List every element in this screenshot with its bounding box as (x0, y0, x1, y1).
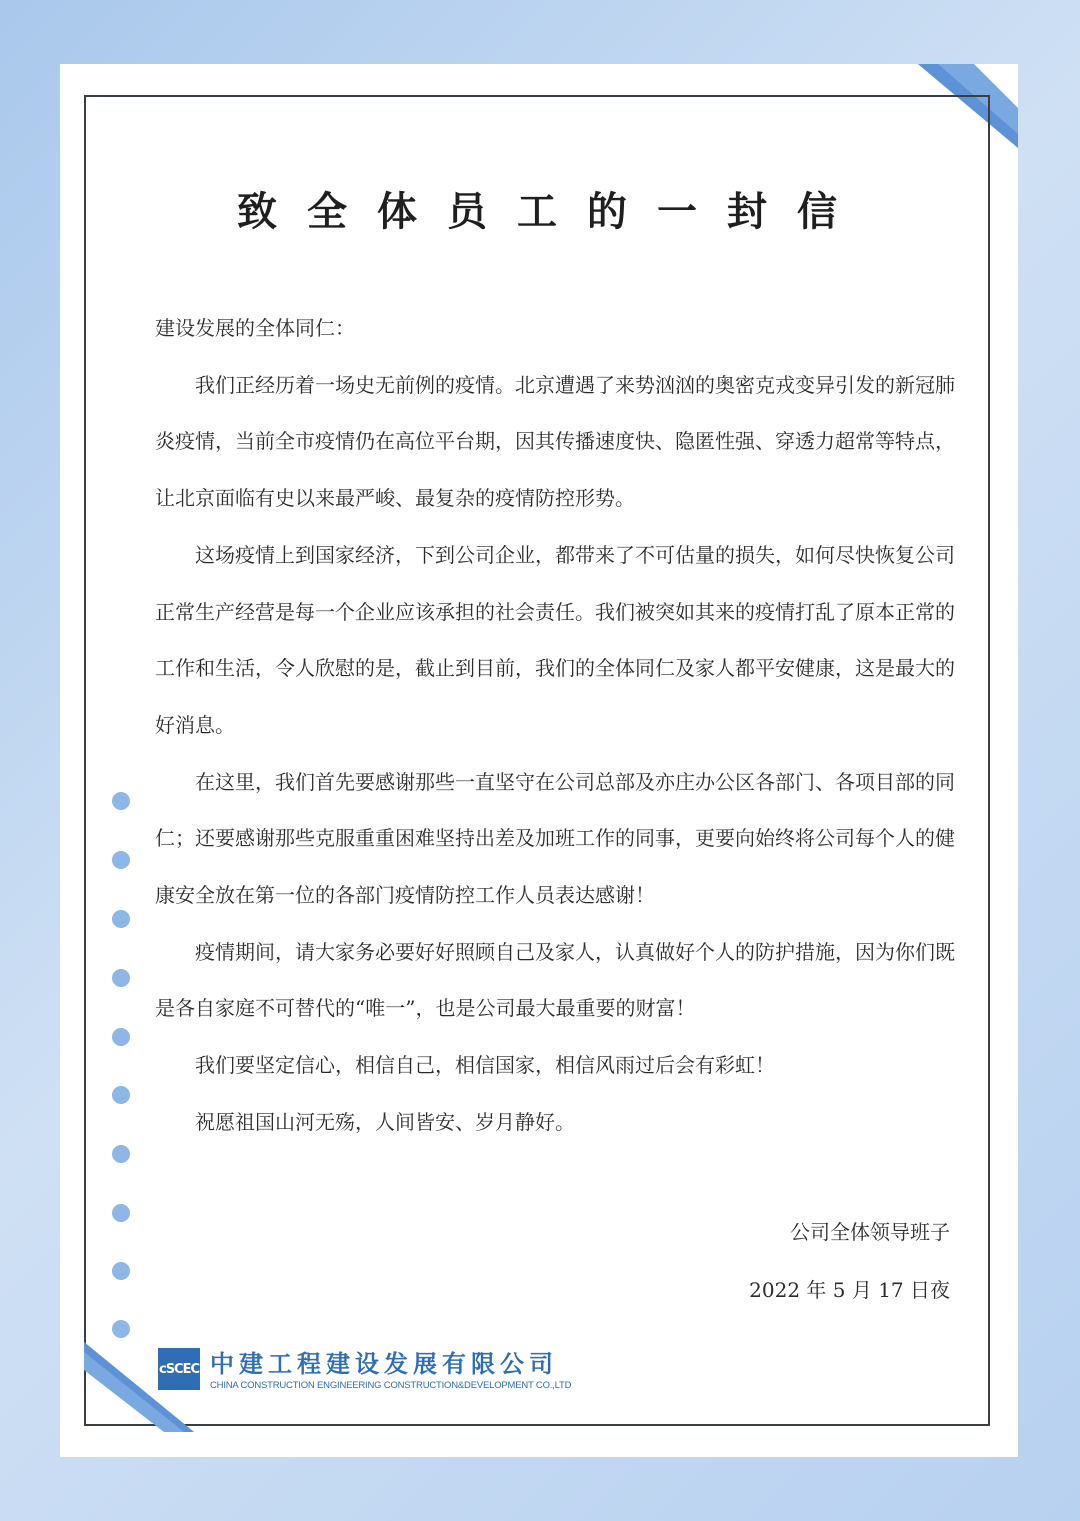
binder-dot (112, 1262, 130, 1280)
letter-paragraph: 在这里，我们首先要感谢那些一直坚守在公司总部及亦庄办公区各部门、各项目部的同仁；还要感谢那些克服重重困难坚持出差及加班工作的同事，更要向始终将公司每个人的健康安全放在第一位的各部门疫情防控工作人员表达感谢！ (155, 769, 955, 908)
letter-date: 2022 年 5 月 17 日夜 (749, 1278, 950, 1302)
binder-dot (112, 1028, 130, 1046)
binder-dot (112, 851, 130, 869)
binder-dot (112, 1204, 130, 1222)
letter-paragraph: 这场疫情上到国家经济，下到公司企业，都带来了不可估量的损失，如何尽快恢复公司正常生产经营是每一个企业应该承担的社会责任。我们被突如其来的疫情打乱了原本正常的工作和生活，令人欣慰的是，截止到目前，我们的全体同仁及家人都平安健康，这是最大的好消息。 (155, 542, 955, 737)
letter-title: 致全体员工的一封信 (237, 189, 867, 235)
letter-paragraph: 疫情期间，请大家务必要好好照顾自己及家人，认真做好个人的防护措施，因为你们既是各自家庭不可替代的“唯一”，也是公司最大最重要的财富！ (155, 939, 955, 1021)
binder-dot (112, 1086, 130, 1104)
letter-paragraph: 我们要坚定信心，相信自己，相信国家，相信风雨过后会有彩虹！ (195, 1053, 775, 1078)
binder-dot (112, 1145, 130, 1163)
binder-dot (112, 969, 130, 987)
binder-dot (112, 910, 130, 928)
letter-body (155, 300, 955, 1151)
company-logo-icon: cSCEC (158, 1348, 200, 1390)
binder-dot (112, 792, 130, 810)
letter-paragraph: 我们正经历着一场史无前例的疫情。北京遭遇了来势汹汹的奥密克戎变异引发的新冠肺炎疫情，当前全市疫情仍在高位平台期，因其传播速度快、隐匿性强、穿透力超常等特点，让北京面临有史以来最严峻、最复杂的疫情防控形势。 (155, 372, 955, 511)
letter-paragraph: 祝愿祖国山河无殇，人间皆安、岁月静好。 (195, 1109, 575, 1134)
company-name-cn: 中建工程建设发展有限公司 (210, 1350, 558, 1378)
company-name-en: CHINA CONSTRUCTION ENGINEERING CONSTRUCTION&DEVELOPMENT CO.,LTD (210, 1380, 572, 1391)
binder-dot (112, 1320, 130, 1338)
letter-greeting: 建设发展的全体同仁： (155, 316, 355, 340)
letter-signature: 公司全体领导班子 (790, 1220, 950, 1244)
